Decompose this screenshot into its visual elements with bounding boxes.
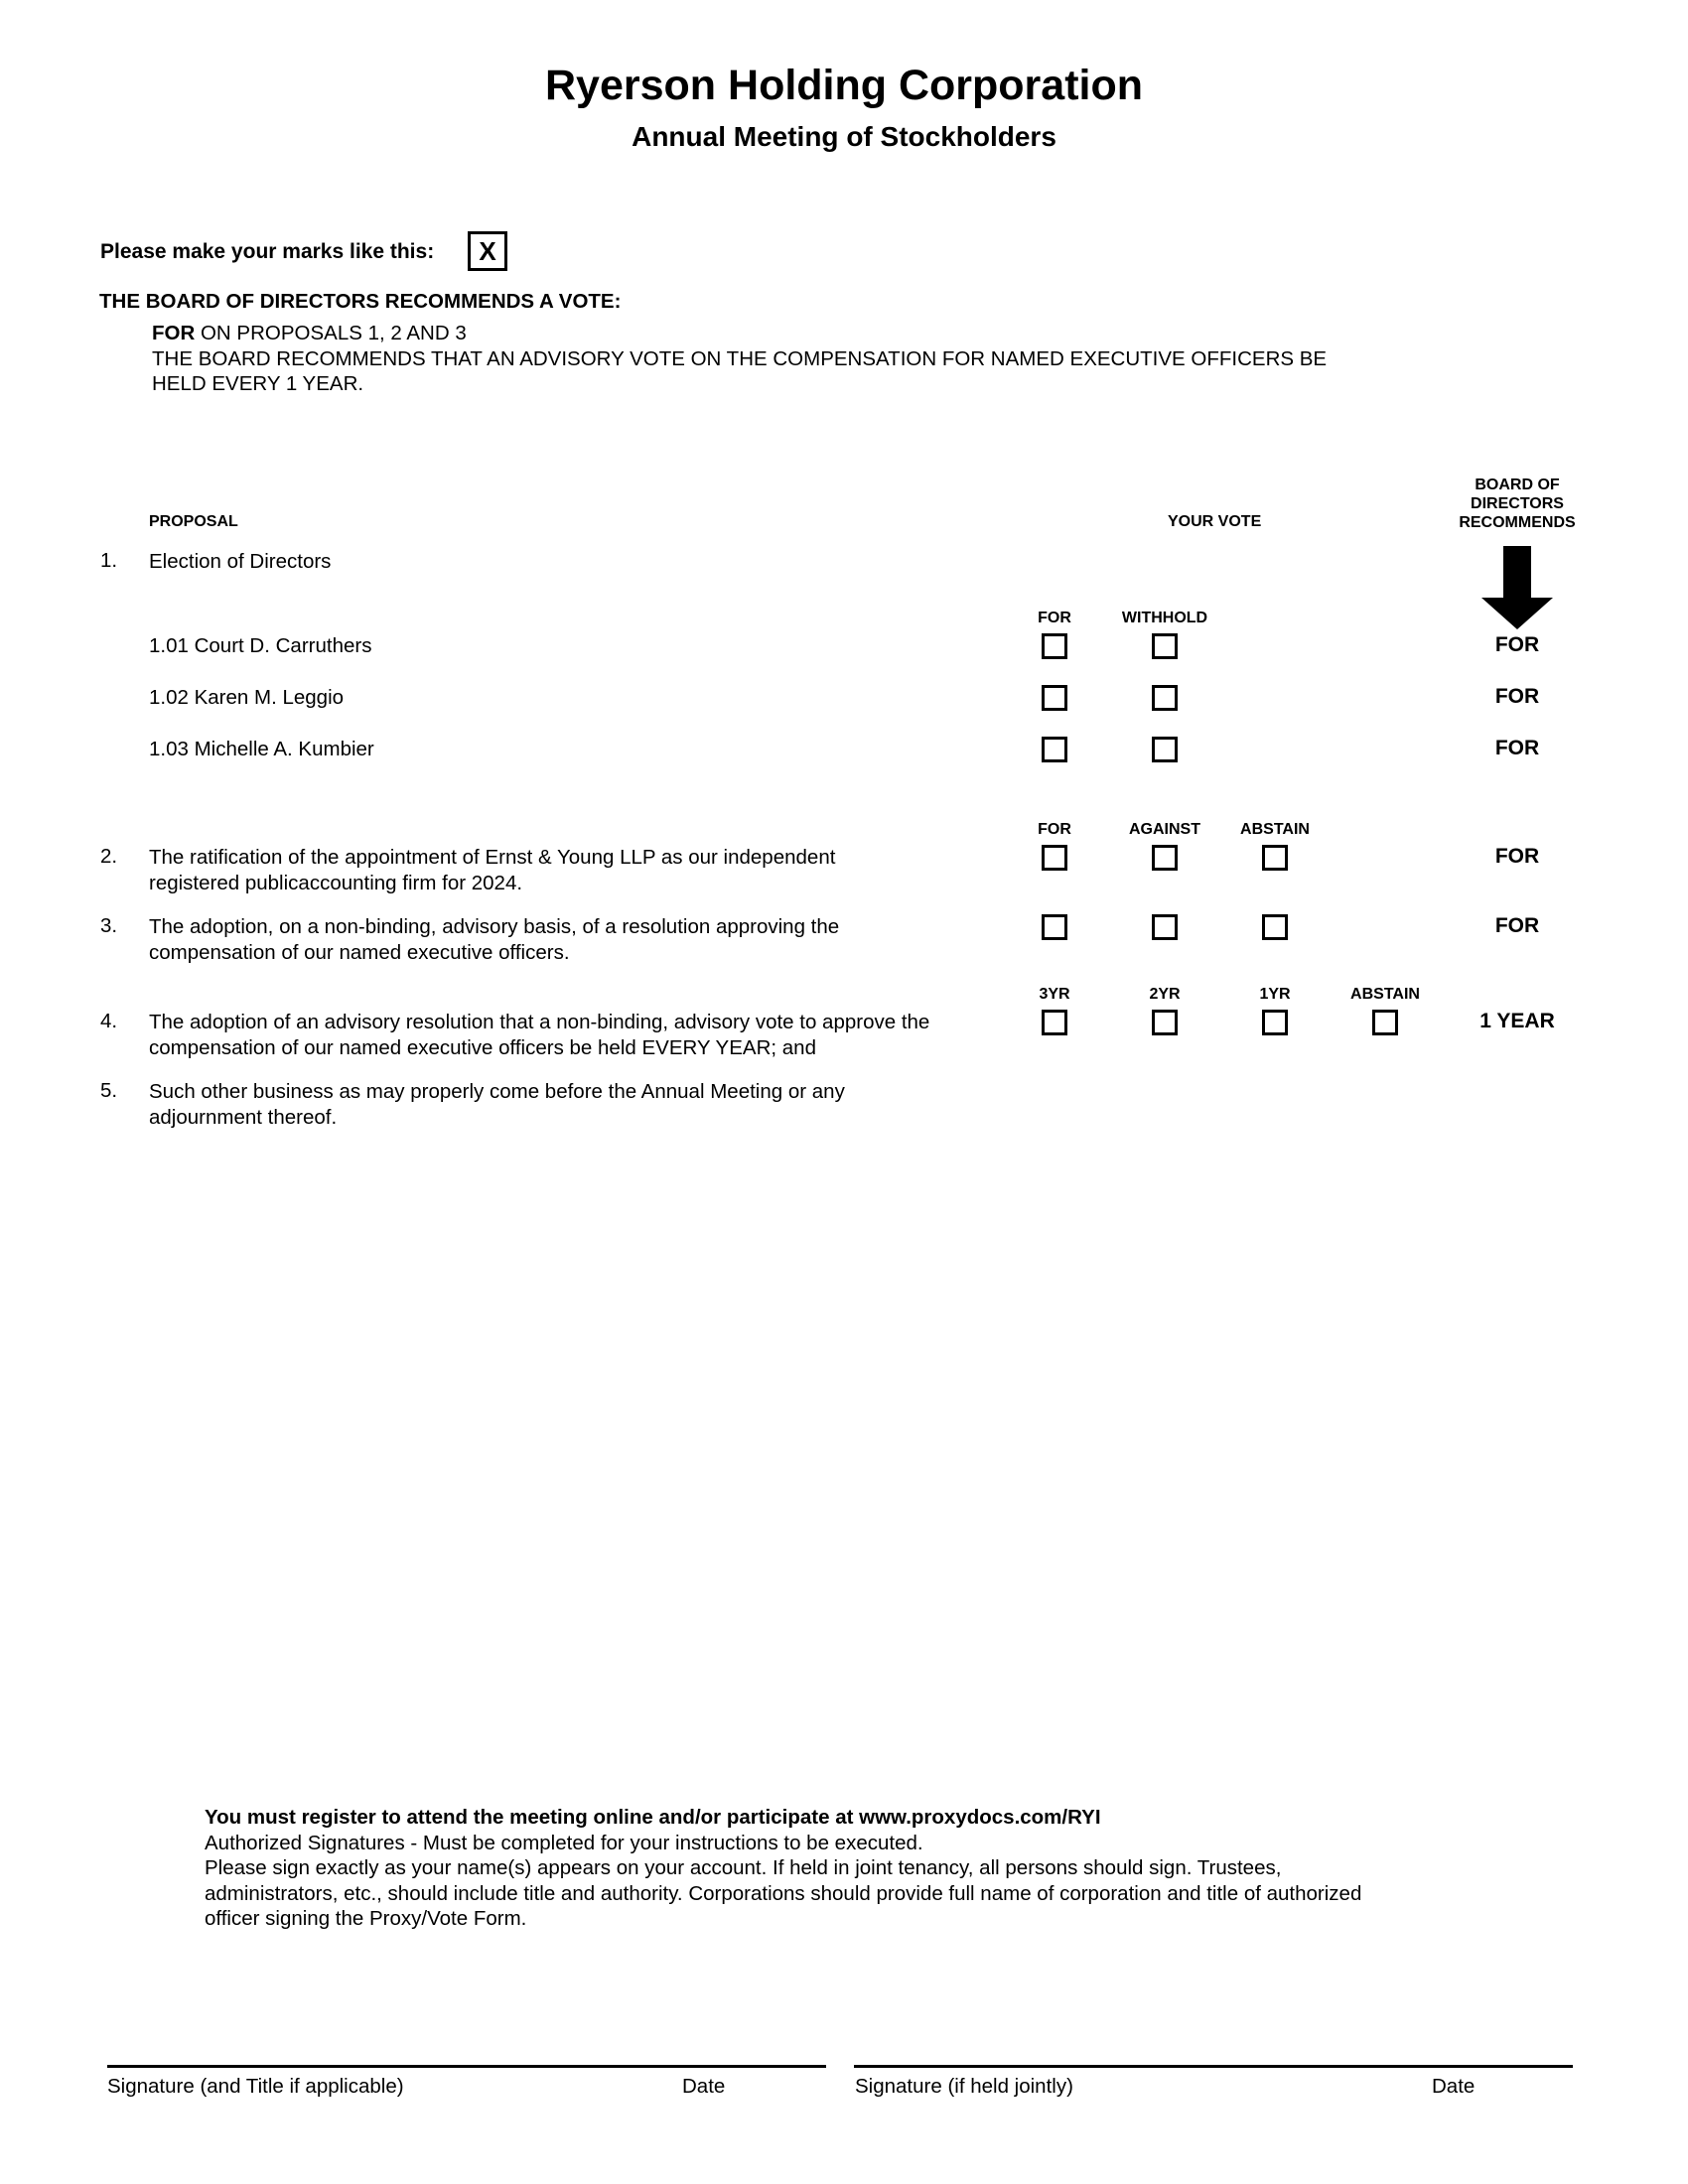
proposal-5-text — [149, 1079, 845, 1131]
p4-1yr-header: 1YR — [1259, 986, 1291, 1003]
signature-line-2[interactable] — [854, 2065, 1573, 2068]
signing-instructions-line-2: administrators, etc., should include title and authority. Corporations should provide full name of corporation and title of authorized — [205, 1881, 1362, 1905]
proposal-4-3yr-checkbox[interactable] — [1042, 1010, 1067, 1035]
proposal-4-recommendation: 1 YEAR — [1479, 1010, 1555, 1032]
marks-example-box: X — [468, 231, 507, 271]
register-notice: You must register to attend the meeting online and/or participate at www.proxydocs.com/RYI — [205, 1806, 1101, 1829]
proposal-3-text — [149, 914, 839, 966]
document-subtitle: Annual Meeting of Stockholders — [632, 121, 1056, 152]
nominee-2-name: 1.02 Karen M. Leggio — [149, 686, 345, 709]
marks-instruction: Please make your marks like this: — [100, 240, 435, 263]
proposal-2-text — [149, 845, 835, 896]
recommendation-for-rest: ON PROPOSALS 1, 2 AND 3 — [200, 322, 467, 344]
recommendation-line-1 — [152, 322, 467, 345]
proposal-4-text — [149, 1010, 929, 1061]
nominee-3-withhold-checkbox[interactable] — [1152, 737, 1178, 762]
p4-abstain-header: ABSTAIN — [1350, 986, 1420, 1003]
nominee-3-name: 1.03 Michelle A. Kumbier — [149, 738, 374, 760]
your-vote-column-header: YOUR VOTE — [1168, 513, 1262, 530]
nominee-1-recommendation: FOR — [1494, 633, 1540, 656]
proposal-3-for-checkbox[interactable] — [1042, 914, 1067, 940]
nominee-1-name: 1.01 Court D. Carruthers — [149, 634, 372, 657]
signature-1-label: Signature (and Title if applicable) — [107, 2075, 404, 2098]
proposal-2-for-checkbox[interactable] — [1042, 845, 1067, 871]
board-recommends-header — [1438, 476, 1597, 532]
p2-abstain-header: ABSTAIN — [1240, 821, 1310, 838]
proposal-5-line-2: adjournment thereof. — [149, 1106, 338, 1129]
nominee-3-for-checkbox[interactable] — [1042, 737, 1067, 762]
proposal-4-line-2: compensation of our named executive officers be held EVERY YEAR; and — [149, 1036, 816, 1059]
signing-instructions-line-1: Please sign exactly as your name(s) appears on your account. If held in joint tenancy, all persons should sign. Trustees, — [205, 1856, 1282, 1879]
date-1-label: Date — [682, 2075, 726, 2098]
date-2-label: Date — [1432, 2075, 1476, 2098]
proposal-3-recommendation: FOR — [1494, 914, 1540, 937]
signature-line-1[interactable] — [107, 2065, 826, 2068]
board-header-line-2: DIRECTORS — [1471, 495, 1564, 512]
proposal-1-text: Election of Directors — [149, 550, 332, 573]
recommendation-line-3: HELD EVERY 1 YEAR. — [152, 372, 364, 395]
proposal-2-abstain-checkbox[interactable] — [1262, 845, 1288, 871]
down-arrow-icon — [1481, 546, 1553, 629]
proposal-3-line-2: compensation of our named executive officers. — [149, 941, 570, 964]
document-title: Ryerson Holding Corporation — [545, 62, 1143, 109]
proposal-4-abstain-checkbox[interactable] — [1372, 1010, 1398, 1035]
proposal-3-abstain-checkbox[interactable] — [1262, 914, 1288, 940]
p1-for-header: FOR — [1038, 610, 1071, 626]
proposal-3-against-checkbox[interactable] — [1152, 914, 1178, 940]
p1-withhold-header: WITHHOLD — [1121, 610, 1208, 626]
proposal-2-recommendation: FOR — [1494, 845, 1540, 868]
board-header-line-1: BOARD OF — [1475, 477, 1560, 493]
p4-3yr-header: 3YR — [1039, 986, 1070, 1003]
proposal-4-2yr-checkbox[interactable] — [1152, 1010, 1178, 1035]
recommendation-for-word: FOR — [152, 322, 196, 344]
p4-2yr-header: 2YR — [1149, 986, 1181, 1003]
board-header-line-3: RECOMMENDS — [1459, 514, 1576, 531]
signature-2-label: Signature (if held jointly) — [855, 2075, 1073, 2098]
proposal-4-1yr-checkbox[interactable] — [1262, 1010, 1288, 1035]
proposal-3-number: 3. — [100, 914, 118, 937]
proposal-column-header: PROPOSAL — [149, 513, 238, 530]
recommendation-line-2: THE BOARD RECOMMENDS THAT AN ADVISORY VOTE ON THE COMPENSATION FOR NAMED EXECUTIVE OFFICERS BE — [152, 347, 1328, 370]
proposal-2-against-checkbox[interactable] — [1152, 845, 1178, 871]
nominee-2-withhold-checkbox[interactable] — [1152, 685, 1178, 711]
proposal-2-line-2: registered publicaccounting firm for 2024. — [149, 872, 523, 894]
proposal-2-number: 2. — [100, 845, 118, 868]
proposal-4-line-1: The adoption of an advisory resolution that a non-binding, advisory vote to approve the — [149, 1011, 930, 1033]
nominee-1-withhold-checkbox[interactable] — [1152, 633, 1178, 659]
p2-for-header: FOR — [1038, 821, 1071, 838]
proposal-4-number: 4. — [100, 1010, 118, 1032]
proposal-3-line-1: The adoption, on a non-binding, advisory basis, of a resolution approving the — [149, 915, 840, 938]
authorized-signatures-note: Authorized Signatures - Must be completed for your instructions to be executed. — [205, 1831, 923, 1854]
p2-against-header: AGAINST — [1129, 821, 1200, 838]
nominee-1-for-checkbox[interactable] — [1042, 633, 1067, 659]
proposal-1-number: 1. — [100, 549, 118, 572]
proposal-5-line-1: Such other business as may properly come before the Annual Meeting or any — [149, 1080, 845, 1103]
proposal-5-number: 5. — [100, 1079, 118, 1102]
nominee-2-recommendation: FOR — [1494, 685, 1540, 708]
nominee-3-recommendation: FOR — [1494, 737, 1540, 759]
nominee-2-for-checkbox[interactable] — [1042, 685, 1067, 711]
board-recommends-heading: THE BOARD OF DIRECTORS RECOMMENDS A VOTE: — [99, 290, 622, 313]
signing-instructions-line-3: officer signing the Proxy/Vote Form. — [205, 1907, 527, 1930]
proposal-2-line-1: The ratification of the appointment of Ernst & Young LLP as our independent — [149, 846, 836, 869]
footer-instructions — [205, 1805, 1495, 1932]
